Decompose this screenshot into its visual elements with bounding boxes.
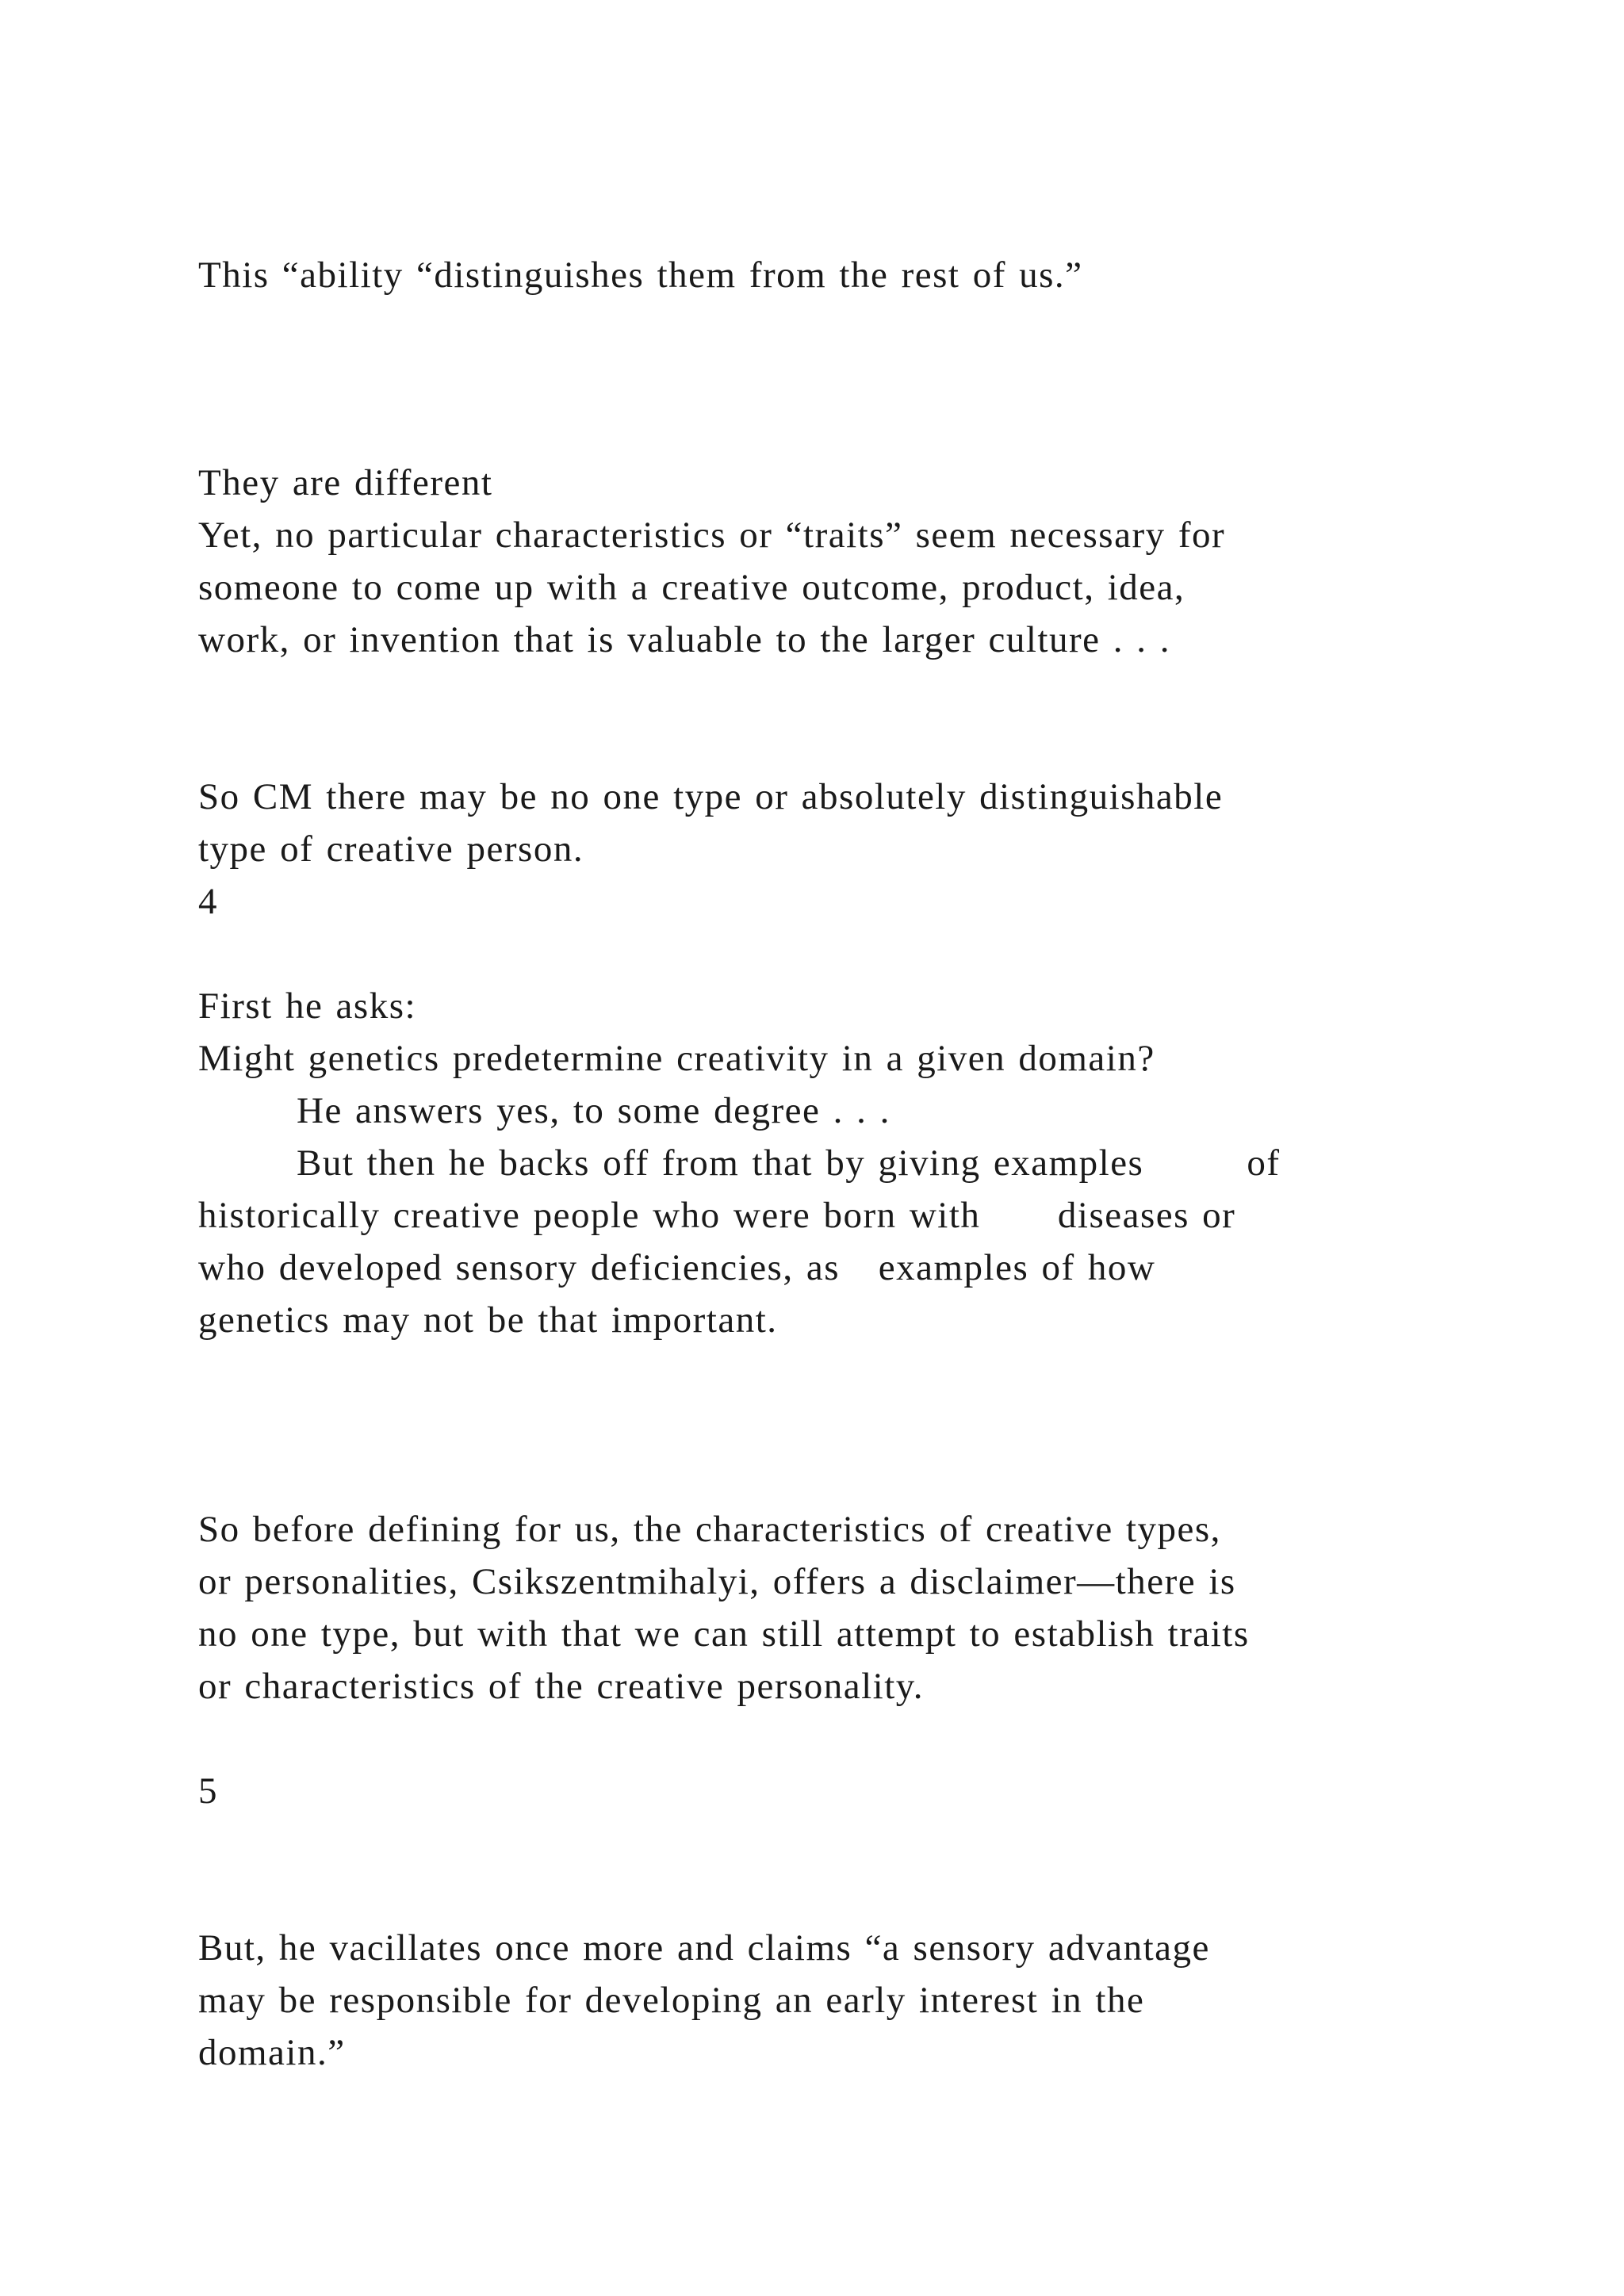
paragraph-line: no one type, but with that we can still attempt to establish traits [198, 1613, 1250, 1655]
paragraph-line: But then he backs off from that by giving examples of [297, 1142, 1281, 1184]
paragraph-line: First he asks: [198, 985, 417, 1027]
paragraph-line: But, he vacillates once more and claims “a sensory advantage [198, 1927, 1210, 1969]
paragraph-line: domain.” [198, 2032, 346, 2073]
paragraph-line: historically creative people who were born with diseases or [198, 1195, 1236, 1236]
paragraph-line: may be responsible for developing an early interest in the [198, 1980, 1145, 2021]
paragraph-line: genetics may not be that important. [198, 1299, 778, 1341]
paragraph-line: or characteristics of the creative personality. [198, 1666, 924, 1707]
paragraph-line: Might genetics predetermine creativity in a given domain? [198, 1038, 1155, 1079]
paragraph-line: work, or invention that is valuable to the larger culture . . . [198, 619, 1171, 660]
paragraph-line: This “ability “distinguishes them from the rest of us.” [198, 254, 1083, 296]
paragraph-line: or personalities, Csikszentmihalyi, offers a disclaimer—there is [198, 1561, 1236, 1602]
paragraph-line: type of creative person. [198, 828, 584, 870]
paragraph-line: who developed sensory deficiencies, as examples of how [198, 1247, 1156, 1288]
paragraph-line: So before defining for us, the characteristics of creative types, [198, 1509, 1221, 1550]
slide-number: 5 [198, 1770, 218, 1812]
paragraph-line: They are different [198, 462, 493, 503]
paragraph-line: So CM there may be no one type or absolutely distinguishable [198, 776, 1224, 817]
paragraph-line: Yet, no particular characteristics or “traits” seem necessary for [198, 515, 1226, 556]
paragraph-line: someone to come up with a creative outcome, product, idea, [198, 567, 1185, 608]
slide-number: 4 [198, 881, 218, 922]
paragraph-line: He answers yes, to some degree . . . [297, 1090, 891, 1131]
